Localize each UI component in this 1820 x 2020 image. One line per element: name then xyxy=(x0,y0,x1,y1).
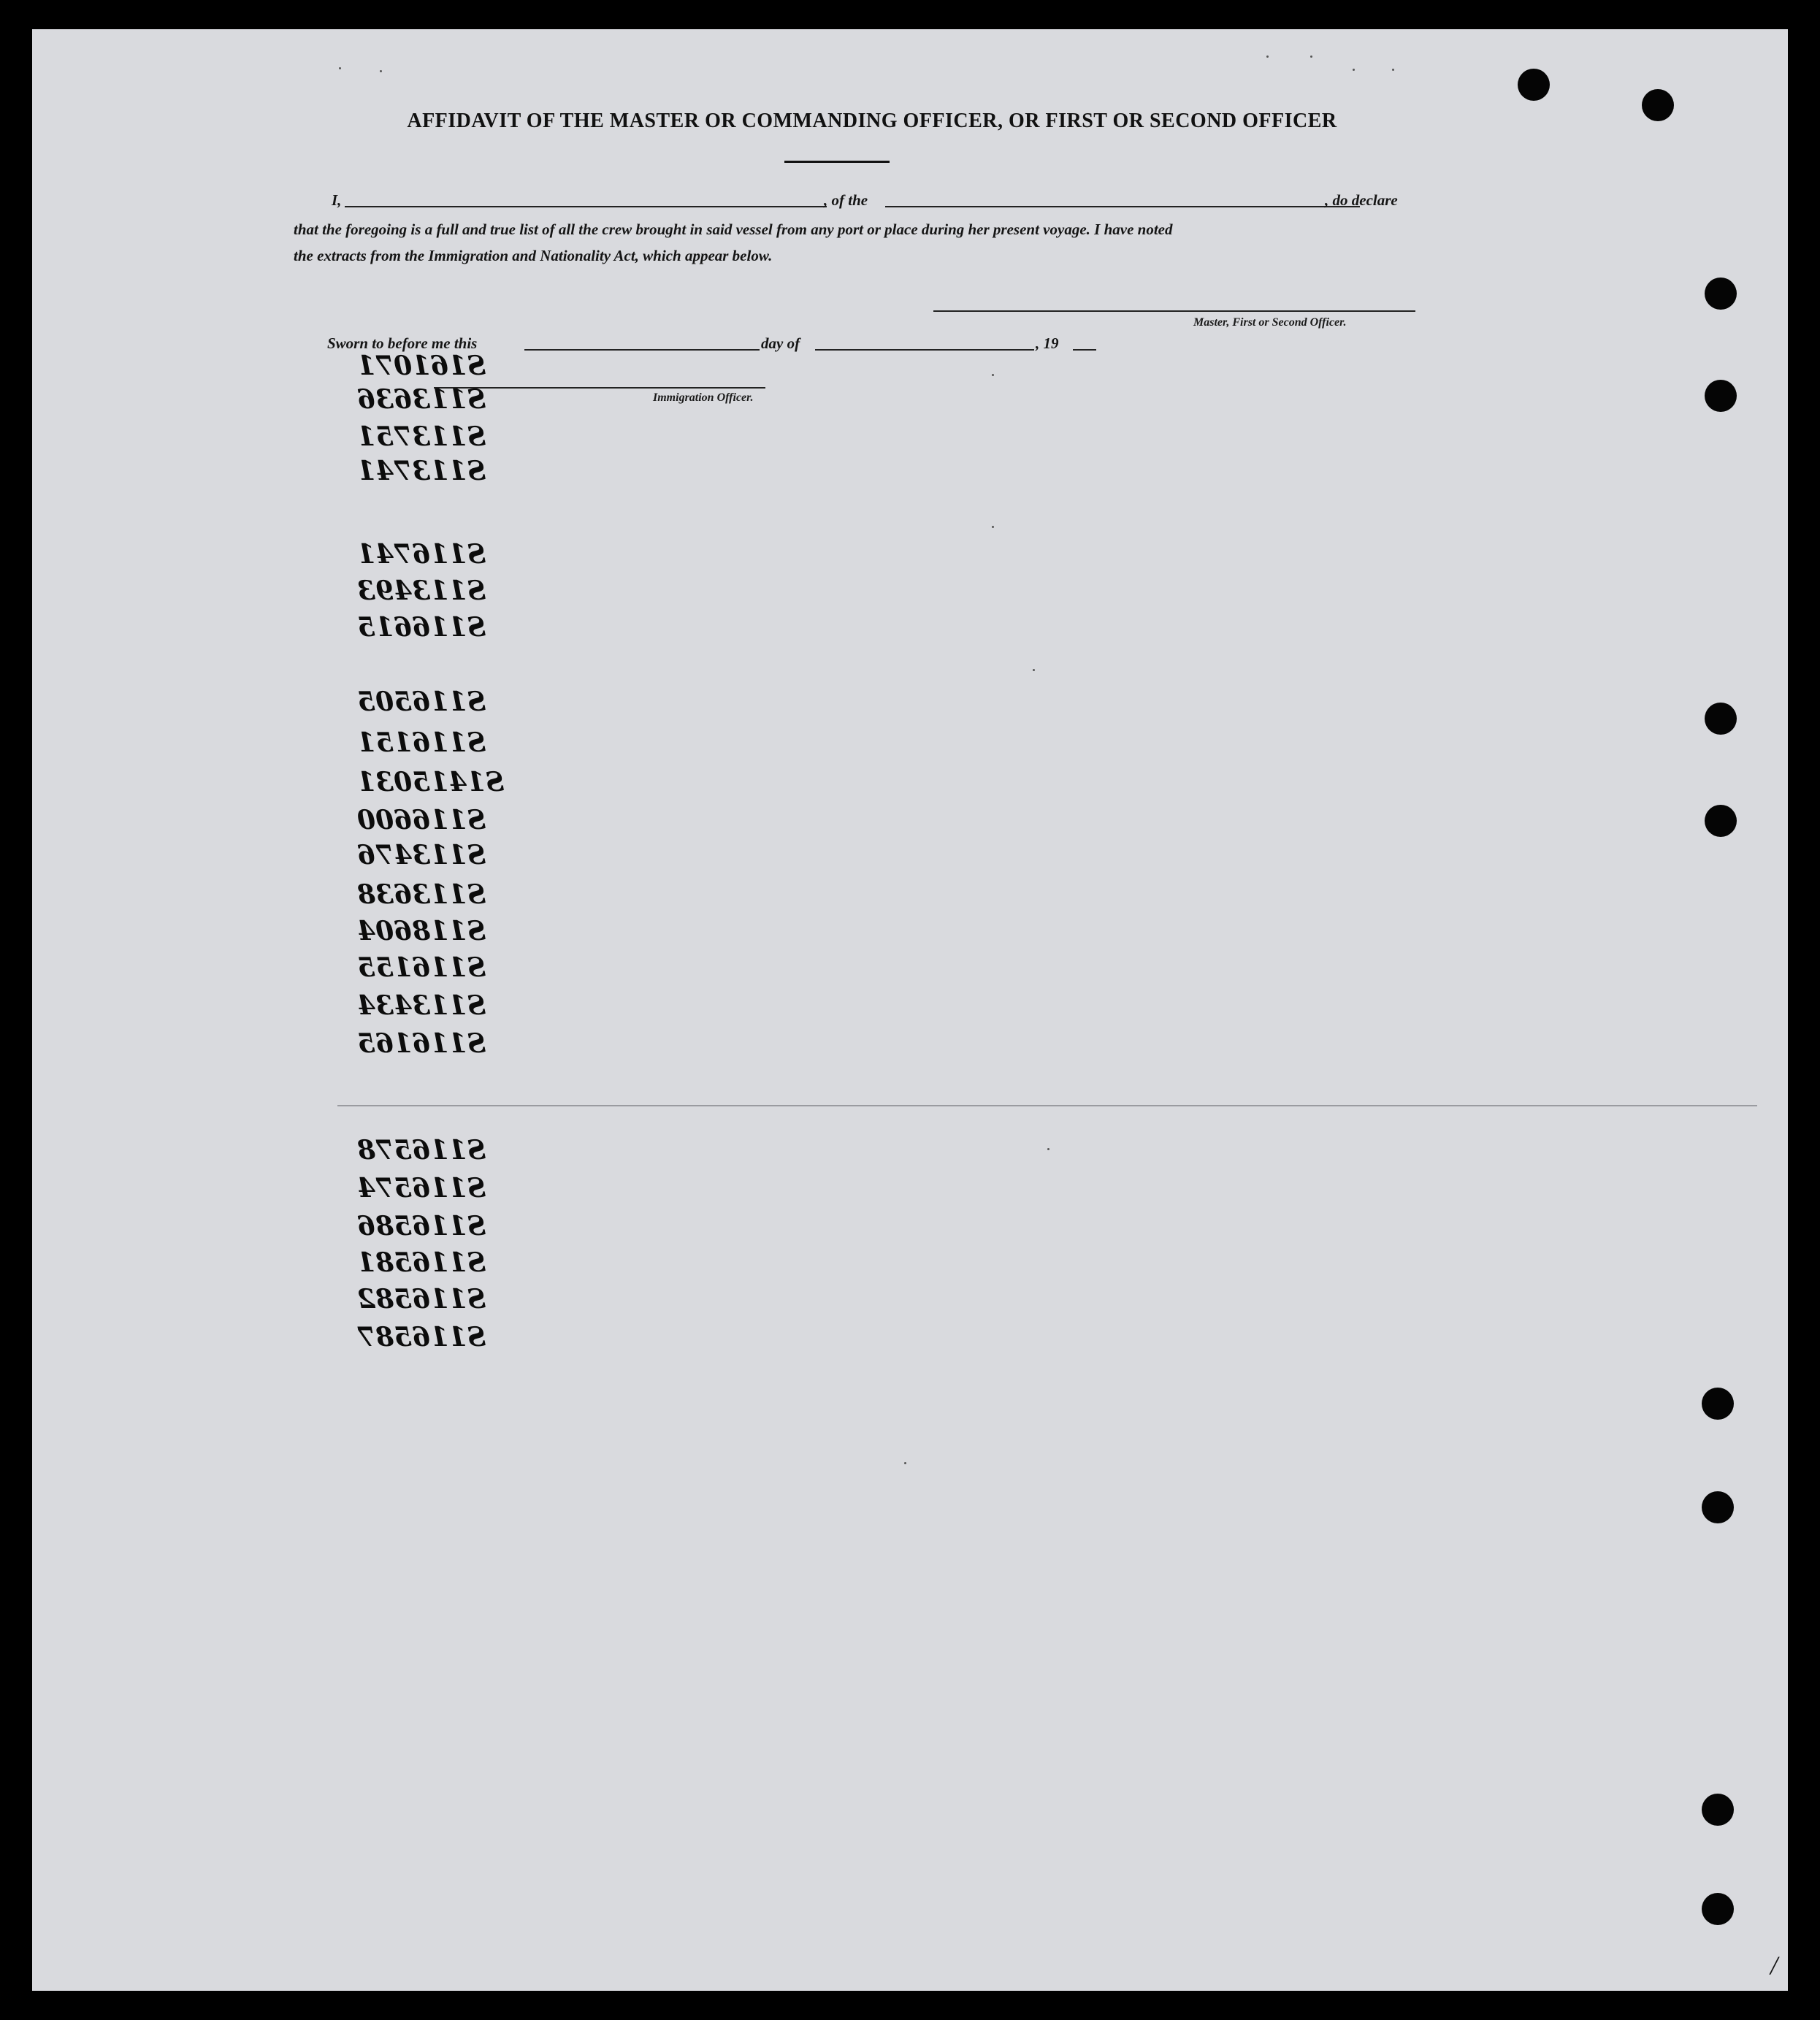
punch-hole xyxy=(1702,1893,1734,1925)
sworn-year-label: , 19 xyxy=(1036,334,1059,352)
punch-hole xyxy=(1705,278,1737,310)
speck xyxy=(992,526,994,528)
punch-hole xyxy=(1702,1491,1734,1523)
sworn-month-line xyxy=(815,349,1034,351)
punch-hole xyxy=(1702,1388,1734,1420)
master-signature-label: Master, First or Second Officer. xyxy=(1193,316,1347,329)
punch-hole xyxy=(1705,380,1737,412)
punch-hole xyxy=(1642,89,1674,121)
speck xyxy=(339,67,341,69)
stamped-number: S113493 xyxy=(357,575,486,606)
stamped-number: S161071 xyxy=(357,351,486,381)
stamped-number: S116581 xyxy=(357,1247,486,1278)
speck xyxy=(992,374,994,376)
stamped-number: S116574 xyxy=(357,1173,486,1204)
stamped-number: S116582 xyxy=(357,1284,486,1315)
speck xyxy=(1047,1148,1049,1150)
stamped-number: S113476 xyxy=(357,840,486,871)
speck xyxy=(904,1462,906,1464)
declarant-prefix: I, xyxy=(332,191,342,209)
speck xyxy=(1353,69,1355,71)
speck xyxy=(1266,56,1269,58)
stamped-number: S116741 xyxy=(357,539,486,570)
section-divider xyxy=(337,1105,1757,1106)
punch-hole xyxy=(1705,703,1737,735)
stamped-number: S113638 xyxy=(357,879,486,910)
stamped-number: S116578 xyxy=(357,1135,486,1166)
speck xyxy=(1310,56,1312,58)
stamped-number: S113636 xyxy=(357,384,486,415)
stamped-number: S116505 xyxy=(357,686,486,717)
sworn-year-line xyxy=(1073,349,1096,351)
stamped-number: S1415031 xyxy=(357,767,505,797)
do-declare-label: , do declare xyxy=(1325,191,1398,209)
stamped-number: S113751 xyxy=(357,421,486,452)
stamped-number: S116600 xyxy=(357,805,486,835)
declaration-text-line-3: the extracts from the Immigration and Nationality Act, which appear below. xyxy=(294,247,773,264)
document-page xyxy=(32,29,1788,1991)
punch-hole xyxy=(1518,69,1550,101)
stamped-number: S118604 xyxy=(357,916,486,946)
stamped-number: S116151 xyxy=(357,727,486,758)
stamped-number: S116587 xyxy=(357,1322,486,1353)
speck xyxy=(1392,69,1394,71)
speck xyxy=(380,70,382,72)
punch-hole xyxy=(1702,1794,1734,1826)
stamped-number: S116586 xyxy=(357,1211,486,1242)
stamped-number: S113741 xyxy=(357,456,486,486)
vessel-name-line xyxy=(885,206,1360,207)
punch-hole xyxy=(1705,805,1737,837)
affidavit-title: AFFIDAVIT OF THE MASTER OR COMMANDING OFFICER, OR FIRST OR SECOND OFFICER xyxy=(407,110,1337,132)
master-signature-line xyxy=(933,310,1415,312)
immigration-officer-label: Immigration Officer. xyxy=(653,391,754,404)
title-underline xyxy=(784,161,890,163)
page-corner-mark: / xyxy=(1770,1951,1778,1980)
stamped-number: S116165 xyxy=(357,1028,486,1059)
sworn-prefix: Sworn to before me this xyxy=(327,334,478,352)
speck xyxy=(1033,669,1035,671)
stamped-number: S116155 xyxy=(357,952,486,983)
sworn-day-line xyxy=(524,349,760,351)
declarant-name-line xyxy=(345,206,827,207)
declaration-text-line-2: that the foregoing is a full and true list of all the crew brought in said vessel from any port or place during her present voyage. I have noted xyxy=(294,221,1173,238)
sworn-day-label: day of xyxy=(761,334,800,352)
of-the-label: , of the xyxy=(824,191,868,209)
stamped-number: S116615 xyxy=(357,612,486,643)
stamped-number: S113434 xyxy=(357,990,486,1021)
